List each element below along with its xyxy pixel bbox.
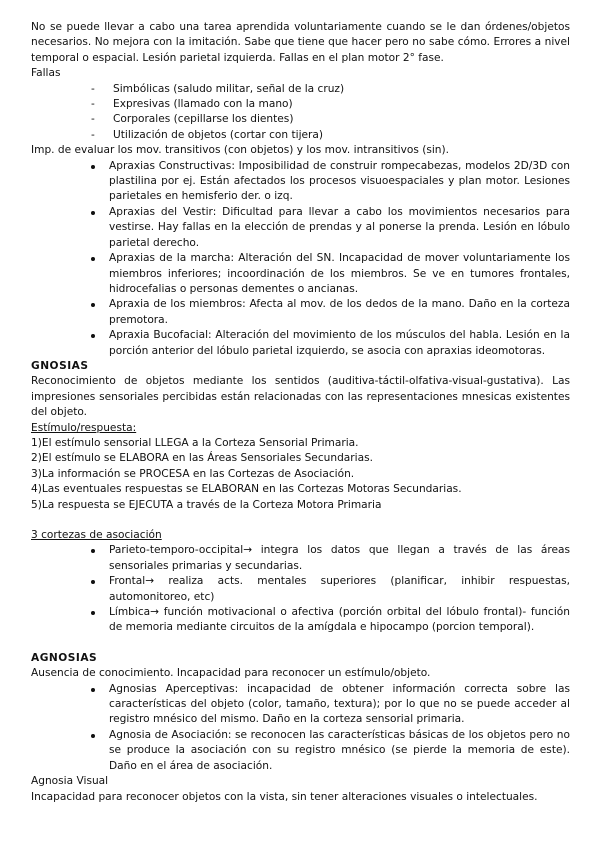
- agnosia-visual-text: Incapacidad para reconocer objetos con la vista, sin tener alteraciones visuales o intelectuales.: [31, 790, 538, 803]
- apraxias-list: [31, 159, 570, 359]
- step-line: 4)Las eventuales respuestas se ELABORAN en las Cortezas Motoras Secundarias.: [31, 483, 462, 496]
- step-line: 3)La información se PROCESA en las Cortezas de Asociación.: [31, 467, 355, 480]
- list-item: Apraxia de los miembros: Afecta al mov. de los dedos de la mano. Daño en la corteza premotora.: [91, 297, 570, 328]
- fallas-label: Fallas: [31, 67, 61, 80]
- list-item: Apraxias de la marcha: Alteración del SN. Incapacidad de mover voluntariamente los miembros inferiores; incoordinación de los miembros. Se ve en tumores frontales, hidrocefalias o personas dementes o ancianas.: [91, 251, 570, 297]
- steps-title: Estímulo/respuesta:: [31, 421, 137, 434]
- list-item: Frontal→ realiza acts. mentales superiores (planificar, inhibir respuestas, automonitoreo, etc): [91, 574, 570, 605]
- list-item: - Simbólicas (saludo militar, señal de la cruz): [91, 82, 570, 97]
- list-item: - Utilización de objetos (cortar con tijera): [91, 128, 570, 143]
- agnosias-list: [31, 682, 570, 774]
- cortezas-title: 3 cortezas de asociación: [31, 529, 162, 541]
- list-item: Apraxias Constructivas: Imposibilidad de construir rompecabezas, modelos 2D/3D con plastilina por ej. Están afectados los procesos visuoespaciales y plan motor. Lesiones parietales en hemisferio der. o izq.: [91, 159, 570, 205]
- gnosias-heading: GNOSIAS: [31, 359, 89, 372]
- step-line: 1)El estímulo sensorial LLEGA a la Corteza Sensorial Primaria.: [31, 436, 359, 449]
- list-item: Agnosia de Asociación: se reconocen las características básicas de los objetos pero no se produce la asociación con su registro mnésico (se pierde la memoria de este). Daño en el área de asociación.: [91, 728, 570, 774]
- agnosias-paragraph: Ausencia de conocimiento. Incapacidad para reconocer un estímulo/objeto.: [31, 667, 431, 680]
- intro-paragraph: No se puede llevar a cabo una tarea aprendida voluntariamente cuando se le dan órdenes/objetos necesarios. No mejora con la imitación. Sabe que tiene que hacer pero no sabe cómo. Errores a nivel temporal o espacial. Lesión parietal izquierda. Fallas en el plan motor 2° fase.: [31, 21, 570, 64]
- agnosias-heading: AGNOSIAS: [31, 651, 98, 664]
- fallas-list: [31, 82, 570, 144]
- list-item: Parieto-temporo-occipital→ integra los datos que llegan a través de las áreas sensoriales primarias y secundarias.: [91, 543, 570, 574]
- list-item: Agnosias Aperceptivas: incapacidad de obtener información correcta sobre las características del objeto (color, tamaño, textura); por lo que no se puede acceder al registro mnésico del mismo. Daño en la corteza sensorial primaria.: [91, 682, 570, 728]
- list-item: - Corporales (cepillarse los dientes): [91, 112, 570, 127]
- list-item: - Expresivas (llamado con la mano): [91, 97, 570, 112]
- list-item: Límbica→ función motivacional o afectiva (porción orbital del lóbulo frontal)- función de memoria mediante circuitos de la amígdala e hipocampo (porcion temporal).: [91, 605, 570, 636]
- imp-line: Imp. de evaluar los mov. transitivos (con objetos) y los mov. intransitivos (sin).: [31, 144, 450, 157]
- spacer: [31, 513, 570, 528]
- list-item: Apraxia Bucofacial: Alteración del movimiento de los músculos del habla. Lesión en la porción anterior del lóbulo parietal izquierdo, se asocia con apraxias ideomotoras.: [91, 328, 570, 359]
- step-line: 2)El estímulo se ELABORA en las Áreas Sensoriales Secundarias.: [31, 452, 373, 465]
- cortezas-list: [31, 543, 570, 635]
- agnosia-visual-label: Agnosia Visual: [31, 775, 109, 788]
- list-item: Apraxias del Vestir: Dificultad para llevar a cabo los movimientos necesarios para vestirse. Hay fallas en la elección de prendas y al ponerse la prenda. Lesión en lóbulo parietal derecho.: [91, 205, 570, 251]
- spacer: [31, 636, 570, 651]
- step-line: 5)La respuesta se EJECUTA a través de la Corteza Motora Primaria: [31, 498, 382, 511]
- gnosias-paragraph: Reconocimiento de objetos mediante los sentidos (auditiva-táctil-olfativa-visual-gustativa). Las impresiones sensoriales percibidas están relacionadas con las representaciones mnesicas existentes del objeto.: [31, 375, 570, 419]
